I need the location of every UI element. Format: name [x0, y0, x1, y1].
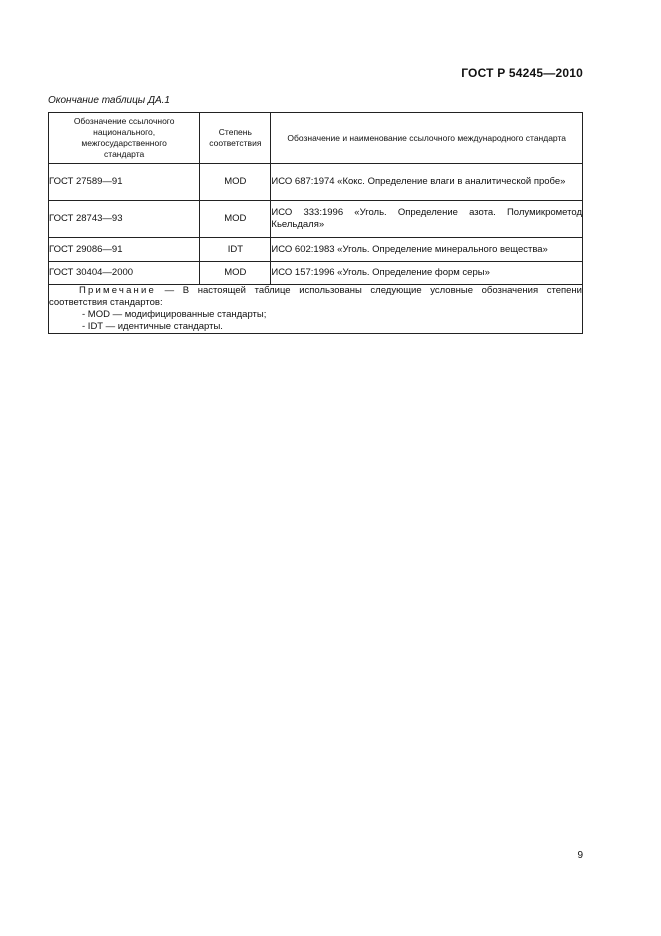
- cell-ref: ГОСТ 28743—93: [49, 201, 200, 238]
- cell-ref: ГОСТ 29086—91: [49, 238, 200, 262]
- cell-intl: ИСО 602:1983 «Уголь. Определение минерального вещества»: [271, 238, 583, 262]
- table-row: [49, 262, 583, 285]
- note-body: — В настоящей таблице использованы следующие условные обозначения степени соответствия стандартов:: [49, 285, 582, 308]
- table-note: [49, 285, 583, 334]
- header-degree: Степень соответствия: [200, 113, 271, 164]
- note-text: [49, 285, 582, 309]
- cell-degree: IDT: [200, 238, 271, 262]
- table-note-row: [49, 285, 583, 334]
- cell-intl: ИСО 157:1996 «Уголь. Определение форм серы»: [271, 262, 583, 285]
- cell-degree: MOD: [200, 262, 271, 285]
- cell-degree: MOD: [200, 201, 271, 238]
- note-item: - MOD — модифицированные стандарты;: [82, 309, 267, 320]
- table-row: [49, 164, 583, 201]
- page-number: 9: [577, 850, 583, 861]
- table-row: [49, 201, 583, 238]
- references-table: [48, 112, 583, 334]
- cell-intl: ИСО 333:1996 «Уголь. Определение азота. Полумикрометод Кьельдаля»: [271, 201, 583, 238]
- cell-ref: ГОСТ 27589—91: [49, 164, 200, 201]
- table-caption: Окончание таблицы ДА.1: [48, 95, 170, 106]
- document-code: ГОСТ Р 54245—2010: [461, 66, 583, 80]
- cell-ref: ГОСТ 30404—2000: [49, 262, 200, 285]
- cell-degree: MOD: [200, 164, 271, 201]
- header-national-standard: Обозначение ссылочного национального, межгосударственного стандарта: [49, 113, 200, 164]
- note-item: - IDT — идентичные стандарты.: [82, 321, 223, 332]
- header-international-standard: Обозначение и наименование ссылочного международного стандарта: [271, 113, 583, 164]
- table-header-row: [49, 113, 583, 164]
- cell-intl: ИСО 687:1974 «Кокс. Определение влаги в аналитической пробе»: [271, 164, 583, 201]
- note-label: Примечание: [79, 285, 156, 296]
- table-row: [49, 238, 583, 262]
